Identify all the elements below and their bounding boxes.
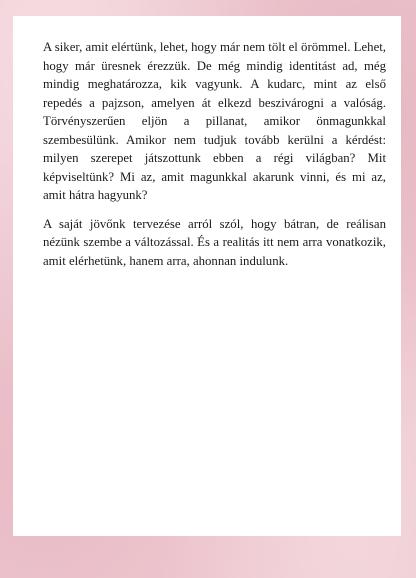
paragraph-1: A siker, amit elértünk, lehet, hogy már nem tölt el örömmel. Lehet, hogy már üresnek érezzük. De még mindig identitást ad, még mindig meghatározza, kik vagyunk. A kudarc, mint az első repedés a pajzson, amelyen át elkezd beszivárogni a valóság. Törvényszerűen eljön a pillanat, amikor önmagunkkal szembesülünk. Amikor nem tudjuk tovább kerülni a kérdést: milyen szerepet játszottunk ebben a régi világban? Mit képviseltünk? Mi az, amit magunkkal akarunk vinni, és mi az, amit hátra hagyunk? <box>43 40 386 202</box>
document-page <box>13 16 401 536</box>
paragraph-2: A saját jövőnk tervezése arról szól, hogy bátran, de reálisan nézünk szembe a változással. És a realitás itt nem arra vonatkozik, amit elérhetünk, hanem arra, ahonnan indulunk. <box>43 216 386 268</box>
